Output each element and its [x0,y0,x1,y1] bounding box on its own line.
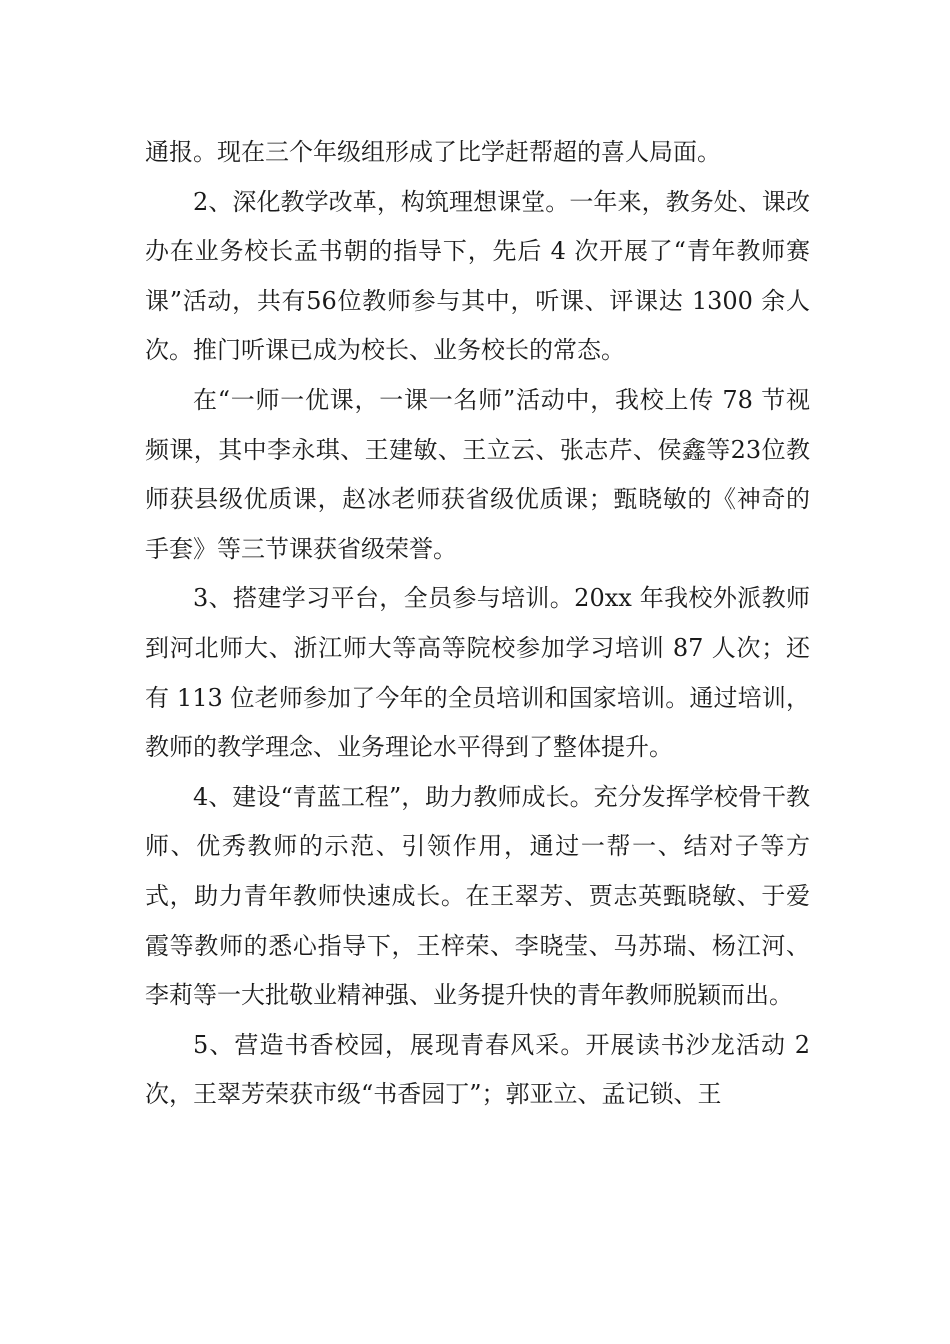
paragraph-continuation: 通报。现在三个年级组形成了比学赶帮超的喜人局面。 [145,138,721,166]
paragraph-teaching-reform: 2、深化教学改革，构筑理想课堂。一年来，教务处、课改办在业务校长孟书朝的指导下，先后 4 次开展了“青年教师赛课”活动，共有56位教师参与其中，听课、评课达 1300 余人次。推门听课已成为校长、业务校长的常态。 [145,187,810,365]
paragraph-training-platform: 3、搭建学习平台，全员参与培训。20xx 年我校外派教师到河北师大、浙江师大等高等院校参加学习培训 87 人次；还有 113 位老师参加了今年的全员培训和国家培训。通过培训，教师的教学理念、业务理论水平得到了整体提升。 [145,584,810,762]
document-body [145,128,810,1120]
paragraph-quality-lessons: 在“一师一优课，一课一名师”活动中，我校上传 78 节视频课，其中李永琪、王建敏、王立云、张志芹、侯鑫等23位教师获县级优质课，赵冰老师获省级优质课；甄晓敏的《神奇的手套》等三节课获省级荣誉。 [145,385,810,563]
paragraph-reading-campus: 5、营造书香校园，展现青春风采。开展读书沙龙活动 2 次，王翠芳荣获市级“书香园丁”；郭亚立、孟记锁、王 [145,1030,810,1109]
paragraph-mentoring-project: 4、建设“青蓝工程”，助力教师成长。充分发挥学校骨干教师、优秀教师的示范、引领作用，通过一帮一、结对子等方式，助力青年教师快速成长。在王翠芳、贾志英甄晓敏、于爱霞等教师的悉心指导下，王梓荣、李晓莹、马苏瑞、杨江河、李莉等一大批敬业精神强、业务提升快的青年教师脱颖而出。 [145,782,810,1010]
